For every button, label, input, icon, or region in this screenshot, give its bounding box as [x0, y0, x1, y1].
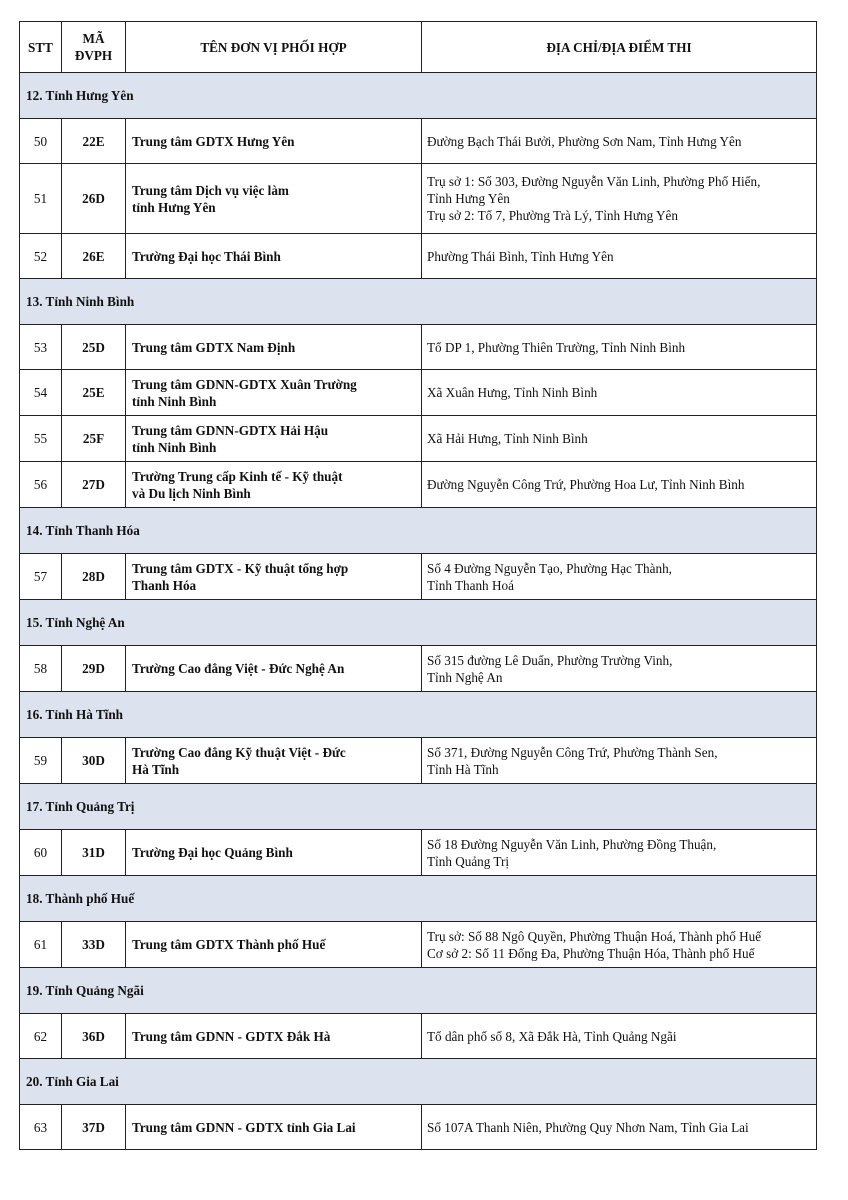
table-row: [20, 646, 817, 692]
group-row: [20, 692, 817, 738]
name-line: tỉnh Ninh Bình: [132, 393, 217, 409]
name-line: Trường Cao đẳng Kỹ thuật Việt - Đức: [132, 744, 346, 760]
table-row: [20, 119, 817, 164]
exam-locations-table: [19, 21, 817, 1150]
address-line: Số 4 Đường Nguyễn Tạo, Phường Hạc Thành,: [427, 560, 672, 576]
name-line: Trung tâm GDNN-GDTX Xuân Trường: [132, 376, 357, 392]
cell-code: 27D: [62, 462, 126, 508]
cell-name: [126, 830, 422, 876]
cell-address: [422, 325, 817, 370]
cell-address: [422, 1014, 817, 1059]
address-line: Tổ DP 1, Phường Thiên Trường, Tỉnh Ninh Bình: [427, 339, 686, 355]
table-row: [20, 462, 817, 508]
name-line: Trung tâm GDTX Nam Định: [132, 339, 296, 355]
group-title: 12. Tỉnh Hưng Yên: [20, 73, 817, 119]
table-row: [20, 416, 817, 462]
header-stt: STT: [20, 22, 62, 73]
name-line: và Du lịch Ninh Bình: [132, 485, 251, 501]
address-line: Tỉnh Nghệ An: [427, 669, 503, 685]
cell-address: [422, 738, 817, 784]
cell-address: [422, 416, 817, 462]
cell-name: [126, 370, 422, 416]
address-line: Số 18 Đường Nguyễn Văn Linh, Phường Đồng Thuận,: [427, 836, 717, 852]
table-body: [20, 73, 817, 1150]
cell-code: 25F: [62, 416, 126, 462]
table-row: [20, 164, 817, 234]
cell-name: [126, 325, 422, 370]
address-line: Tổ dân phố số 8, Xã Đắk Hà, Tỉnh Quảng Ngãi: [427, 1028, 677, 1044]
address-line: Cơ sở 2: Số 11 Đống Đa, Phường Thuận Hóa, Thành phố Huế: [427, 945, 755, 961]
name-line: Trường Cao đẳng Việt - Đức Nghệ An: [132, 661, 345, 676]
name-line: Trung tâm GDNN-GDTX Hải Hậu: [132, 422, 329, 438]
cell-stt: 59: [20, 738, 62, 784]
cell-stt: 51: [20, 164, 62, 234]
group-row: [20, 600, 817, 646]
name-line: tỉnh Hưng Yên: [132, 199, 216, 215]
cell-name: [126, 164, 422, 234]
name-line: Trung tâm GDNN - GDTX Đắk Hà: [132, 1028, 331, 1044]
table-row: [20, 554, 817, 600]
address-line: Số 371, Đường Nguyễn Công Trứ, Phường Thành Sen,: [427, 744, 718, 760]
cell-stt: 62: [20, 1014, 62, 1059]
group-row: [20, 784, 817, 830]
cell-address: [422, 922, 817, 968]
group-title: 14. Tỉnh Thanh Hóa: [20, 508, 817, 554]
group-title: 17. Tỉnh Quảng Trị: [20, 784, 817, 830]
table-row: [20, 1014, 817, 1059]
cell-stt: 56: [20, 462, 62, 508]
cell-stt: 53: [20, 325, 62, 370]
cell-code: 33D: [62, 922, 126, 968]
group-row: [20, 876, 817, 922]
group-row: [20, 1059, 817, 1105]
cell-address: [422, 1105, 817, 1150]
header-code-line1: MÃ: [82, 31, 105, 46]
name-line: Trung tâm Dịch vụ việc làm: [132, 182, 289, 198]
cell-code: 36D: [62, 1014, 126, 1059]
cell-name: [126, 119, 422, 164]
header-code: [62, 22, 126, 73]
cell-code: 37D: [62, 1105, 126, 1150]
name-line: tỉnh Ninh Bình: [132, 439, 217, 455]
cell-code: 26E: [62, 234, 126, 279]
cell-address: [422, 370, 817, 416]
cell-code: 29D: [62, 646, 126, 692]
cell-stt: 54: [20, 370, 62, 416]
cell-name: [126, 416, 422, 462]
address-line: Xã Hải Hưng, Tỉnh Ninh Bình: [427, 431, 588, 446]
address-line: Đường Bạch Thái Bưởi, Phường Sơn Nam, Tỉnh Hưng Yên: [427, 133, 742, 149]
cell-address: [422, 234, 817, 279]
name-line: Trung tâm GDTX - Kỹ thuật tổng hợp: [132, 560, 349, 576]
address-line: Trụ sở 2: Tổ 7, Phường Trà Lý, Tỉnh Hưng Yên: [427, 208, 678, 223]
cell-stt: 63: [20, 1105, 62, 1150]
table-row: [20, 234, 817, 279]
address-line: Số 107A Thanh Niên, Phường Quy Nhơn Nam, Tỉnh Gia Lai: [427, 1119, 749, 1135]
address-line: Phường Thái Bình, Tỉnh Hưng Yên: [427, 248, 614, 264]
address-line: Tỉnh Hà Tĩnh: [427, 761, 499, 777]
group-title: 15. Tỉnh Nghệ An: [20, 600, 817, 646]
cell-stt: 61: [20, 922, 62, 968]
cell-address: [422, 164, 817, 234]
table-row: [20, 1105, 817, 1150]
cell-code: 28D: [62, 554, 126, 600]
name-line: Trung tâm GDNN - GDTX tỉnh Gia Lai: [132, 1119, 356, 1135]
cell-name: [126, 1105, 422, 1150]
group-title: 16. Tỉnh Hà Tĩnh: [20, 692, 817, 738]
cell-name: [126, 1014, 422, 1059]
cell-name: [126, 462, 422, 508]
group-row: [20, 508, 817, 554]
table-header-row: [20, 22, 817, 73]
cell-code: 25E: [62, 370, 126, 416]
cell-stt: 60: [20, 830, 62, 876]
group-row: [20, 73, 817, 119]
cell-name: [126, 738, 422, 784]
cell-code: 25D: [62, 325, 126, 370]
cell-stt: 52: [20, 234, 62, 279]
name-line: Trường Đại học Quảng Bình: [132, 845, 293, 860]
table-row: [20, 922, 817, 968]
cell-stt: 55: [20, 416, 62, 462]
cell-name: [126, 554, 422, 600]
address-line: Số 315 đường Lê Duẩn, Phường Trường Vinh,: [427, 652, 673, 668]
cell-code: 22E: [62, 119, 126, 164]
cell-stt: 57: [20, 554, 62, 600]
header-code-line2: ĐVPH: [74, 48, 113, 63]
cell-stt: 58: [20, 646, 62, 692]
header-name: TÊN ĐƠN VỊ PHỐI HỢP: [126, 22, 422, 73]
cell-stt: 50: [20, 119, 62, 164]
name-line: Hà Tĩnh: [132, 761, 180, 777]
cell-code: 26D: [62, 164, 126, 234]
cell-address: [422, 119, 817, 164]
address-line: Trụ sở: Số 88 Ngô Quyền, Phường Thuận Hoá, Thành phố Huế: [427, 928, 762, 944]
name-line: Thanh Hóa: [132, 577, 197, 593]
address-line: Đường Nguyễn Công Trứ, Phường Hoa Lư, Tỉnh Ninh Bình: [427, 477, 745, 492]
address-line: Tỉnh Thanh Hoá: [427, 577, 514, 593]
table-row: [20, 830, 817, 876]
table-row: [20, 370, 817, 416]
name-line: Trung tâm GDTX Thành phố Huế: [132, 937, 326, 952]
address-line: Xã Xuân Hưng, Tỉnh Ninh Bình: [427, 385, 598, 400]
cell-address: [422, 830, 817, 876]
group-row: [20, 968, 817, 1014]
group-title: 13. Tỉnh Ninh Bình: [20, 279, 817, 325]
cell-name: [126, 646, 422, 692]
group-row: [20, 279, 817, 325]
cell-name: [126, 234, 422, 279]
address-line: Tỉnh Hưng Yên: [427, 191, 510, 206]
cell-name: [126, 922, 422, 968]
address-line: Trụ sở 1: Số 303, Đường Nguyễn Văn Linh, Phường Phố Hiến,: [427, 174, 761, 189]
group-title: 19. Tỉnh Quảng Ngãi: [20, 968, 817, 1014]
cell-address: [422, 554, 817, 600]
header-address: ĐỊA CHỈ/ĐỊA ĐIỂM THI: [422, 22, 817, 73]
group-title: 18. Thành phố Huế: [20, 876, 817, 922]
name-line: Trường Đại học Thái Bình: [132, 248, 281, 264]
address-line: Tỉnh Quảng Trị: [427, 853, 510, 869]
name-line: Trung tâm GDTX Hưng Yên: [132, 133, 295, 149]
table-row: [20, 325, 817, 370]
name-line: Trường Trung cấp Kinh tế - Kỹ thuật: [132, 468, 343, 484]
group-title: 20. Tỉnh Gia Lai: [20, 1059, 817, 1105]
cell-address: [422, 646, 817, 692]
cell-code: 30D: [62, 738, 126, 784]
table-row: [20, 738, 817, 784]
cell-code: 31D: [62, 830, 126, 876]
cell-address: [422, 462, 817, 508]
